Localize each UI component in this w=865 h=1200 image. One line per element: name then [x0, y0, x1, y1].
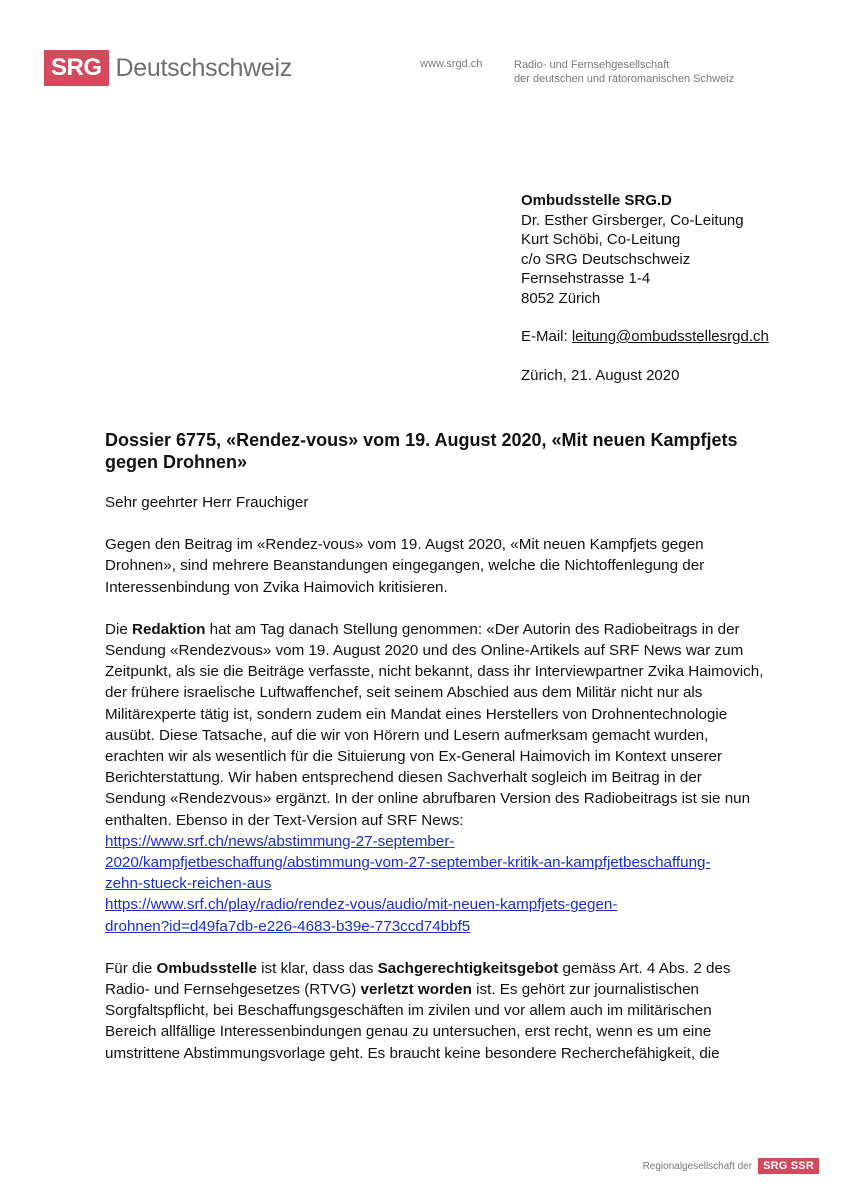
- salutation: Sehr geehrter Herr Frauchiger: [105, 494, 309, 511]
- header-org-line1: Radio- und Fernsehgesellschaft: [514, 59, 670, 71]
- footer-text: Regionalgesellschaft der: [642, 1160, 753, 1172]
- srf-news-link[interactable]: https://www.srf.ch/news/abstimmung-27-september- 2020/kampfjetbeschaffung/abstimmung-vom-27-september-kritik-an-kampfjetbeschaffung- zehn-stueck-reichen-aus: [105, 832, 711, 893]
- sender-line: Fernsehstrasse 1-4: [521, 270, 651, 287]
- sender-name: Ombudsstelle SRG.D: [521, 192, 672, 209]
- header-org-line2: der deutschen und rätoromanischen Schweiz: [514, 73, 735, 85]
- srg-ssr-logo: SRG SSR: [758, 1158, 819, 1174]
- email-link[interactable]: leitung@ombudsstellesrgd.ch: [571, 328, 769, 345]
- sender-line: 8052 Zürich: [521, 289, 601, 307]
- srg-logo: [44, 50, 292, 86]
- letter-date: Zürich, 21. August 2020: [521, 366, 680, 384]
- paragraph-ombudsstelle-assessment: Für die Ombudsstelle ist klar, dass das Sachgerechtigkeitsgebot gemäss Art. 4 Abs. 2 des Radio- und Fernsehgesetzes (RTVG) verletzt worden ist. Es gehört zur journalistischen Sorgfaltspflicht, bei Beschaffungsgeschäften im zivilen und vor allem auch im militärischen Bereich allfällige Interessenbindungen genau zu untersuchen, erst recht, wenn es um eine umstrittene Abstimmungsvorlage geht. Es braucht keine besondere Recherchefähigkeit, die: [105, 959, 731, 1062]
- email-line: [521, 327, 769, 347]
- header-organization: [514, 58, 734, 86]
- sender-line: Kurt Schöbi, Co-Leitung: [521, 231, 681, 248]
- letter-body: [105, 492, 765, 1064]
- footer: [643, 1158, 819, 1174]
- logo-mark: SRG: [44, 50, 109, 86]
- srf-play-link[interactable]: https://www.srf.ch/play/radio/rendez-vous/audio/mit-neuen-kampfjets-gegen- drohnen?id=d49fa7db-e226-4683-b39e-773ccd74bbf5: [105, 896, 618, 935]
- email-label: E-Mail:: [521, 328, 572, 345]
- logo-name: Deutschschweiz: [115, 53, 292, 82]
- bold-redaktion: Redaktion: [132, 620, 206, 638]
- header-website: www.srgd.ch: [420, 58, 483, 70]
- sender-line: c/o SRG Deutschschweiz: [521, 250, 691, 268]
- paragraph-editorial-statement: Die Redaktion hat am Tag danach Stellung genommen: «Der Autorin des Radiobeitrags in der Sendung «Rendezvous» vom 19. August 2020 und des Online-Artikels auf SRF News war zum Zeitpunkt, als sie die Beiträge verfasste, nicht bekannt, dass ihr Interviewpartner Zvika Haimovich, der frühere israelische Luftwaffenchef, seit seinem Abschied aus dem Militär nicht nur als Militärexperte tätig ist, sondern zudem ein Mandat eines Herstellers von Drohnentechnologie ausübt. Diese Tatsache, auf die wir von Hörern und Lesern aufmerksam gemacht wurden, erachten wir als wesentlich für die Situierung von Ex-General Haimovich im Kontext unserer Berichterstattung. Wir haben entsprechend diesen Sachverhalt sogleich im Beitrag in der Sendung «Rendezvous» ergänzt. In der online abrufbaren Version des Radiobeitrags ist sie nun enthalten. Ebenso in der Text-Version auf SRF News: https://www.srf.ch/news/abstimmung-27-september- 2020/kampfjetbeschaffung/abstimmung-vom-27-september-kritik-an-kampfjetbeschaffung- zehn-stueck-reichen-aus https://www.srf.ch/play/radio/rendez-vous/audio/mit-neuen-kampfjets-gegen- drohnen?id=d49fa7db-e226-4683-b39e-773ccd74bbf5: [105, 620, 764, 935]
- paragraph-complaints: Gegen den Beitrag im «Rendez-vous» vom 19. Augst 2020, «Mit neuen Kampfjets gegen Drohnen», sind mehrere Beanstandungen eingegangen, welche die Nichtoffenlegung der Interessenbindung von Zvika Haimovich kritisieren.: [105, 536, 705, 596]
- sender-line: Dr. Esther Girsberger, Co-Leitung: [521, 211, 744, 229]
- sender-address-block: [521, 191, 769, 385]
- letter-title: Dossier 6775, «Rendez-vous» vom 19. August 2020, «Mit neuen Kampfjets gegen Drohnen»: [105, 430, 738, 472]
